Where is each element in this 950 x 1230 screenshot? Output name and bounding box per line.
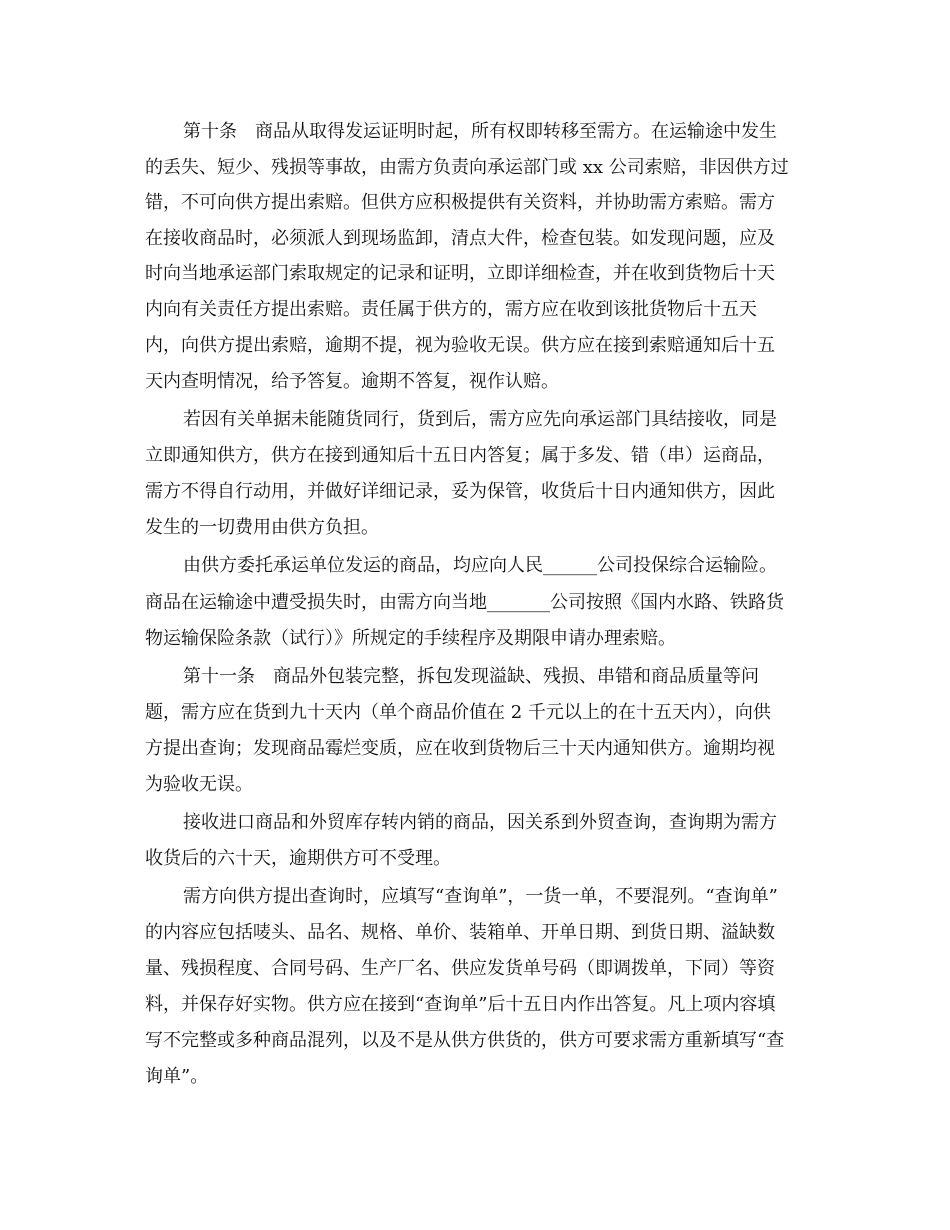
text-line: 收货后的六十天，逾期供方可不受理。: [145, 848, 451, 869]
text-line: 题，需方应在货到九十天内（单个商品价值在 2 千元以上的在十五天内），向供: [145, 702, 771, 723]
text-line: 若因有关单据未能随货同行，货到后，需方应先向承运部门具结接收，同是: [183, 409, 777, 430]
text-line: 的丢失、短少、残损等事故，由需方负责向承运部门或 xx 公司索赔，非因供方过: [145, 157, 789, 178]
text-line: 需方向供方提出查询时，应填写“查询单”，一货一单，不要混列。“查询单”: [183, 886, 778, 907]
text-line: 天内查明情况，给予答复。逾期不答复，视作认赔。: [145, 371, 559, 392]
text-line: 由供方委托承运单位发运的商品，均应向人民______公司投保综合运输险。: [183, 555, 777, 576]
text-line: 内，向供方提出索赔，逾期不提，视为验收无误。供方应在接到索赔通知后十五: [145, 335, 775, 356]
text-line: 料，并保存好实物。供方应在接到“查询单”后十五日内作出答复。凡上项内容填: [145, 994, 776, 1015]
text-line: 时向当地承运部门索取规定的记录和证明，立即详细检查，并在收到货物后十天: [145, 263, 775, 284]
text-line: 为验收无误。: [145, 774, 253, 795]
text-line: 第十一条 商品外包装完整，拆包发现溢缺、残损、串错和商品质量等问: [183, 666, 759, 687]
text-line: 发生的一切费用由供方负担。: [145, 517, 379, 538]
text-line: 错，不可向供方提出索赔。但供方应积极提供有关资料，并协助需方索赔。需方: [145, 192, 775, 213]
text-line: 商品在运输途中遭受损失时，由需方向当地_______公司按照《国内水路、铁路货: [145, 592, 784, 613]
text-line: 物运输保险条款（试行）》所规定的手续程序及期限申请办理索赔。: [145, 628, 676, 649]
text-line: 在接收商品时，必须派人到现场监卸，清点大件，检查包装。如发现问题，应及: [145, 228, 775, 249]
text-line: 需方不得自行动用，并做好详细记录，妥为保管，收货后十日内通知供方，因此: [145, 481, 775, 502]
text-line: 写不完整或多种商品混列，以及不是从供方供货的，供方可要求需方重新填写“查: [145, 1030, 785, 1051]
text-line: 的内容应包括唛头、品名、规格、单价、装箱单、开单日期、到货日期、溢缺数: [145, 922, 775, 943]
text-line: 询单”。: [145, 1066, 209, 1087]
text-line: 接收进口商品和外贸库存转内销的商品，因关系到外贸查询，查询期为需方: [183, 812, 777, 833]
text-line: 方提出查询；发现商品霉烂变质，应在收到货物后三十天内通知供方。逾期均视: [145, 738, 775, 759]
text-line: 内向有关责任方提出索赔。责任属于供方的，需方应在收到该批货物后十五天: [145, 299, 757, 320]
text-line: 量、残损程度、合同号码、生产厂名、供应发货单号码（即调拨单，下同）等资: [145, 958, 775, 979]
text-line: 立即通知供方，供方在接到通知后十五日内答复；属于多发、错（串）运商品，: [145, 445, 775, 466]
text-line: 第十条 商品从取得发运证明时起，所有权即转移至需方。在运输途中发生: [183, 121, 777, 142]
